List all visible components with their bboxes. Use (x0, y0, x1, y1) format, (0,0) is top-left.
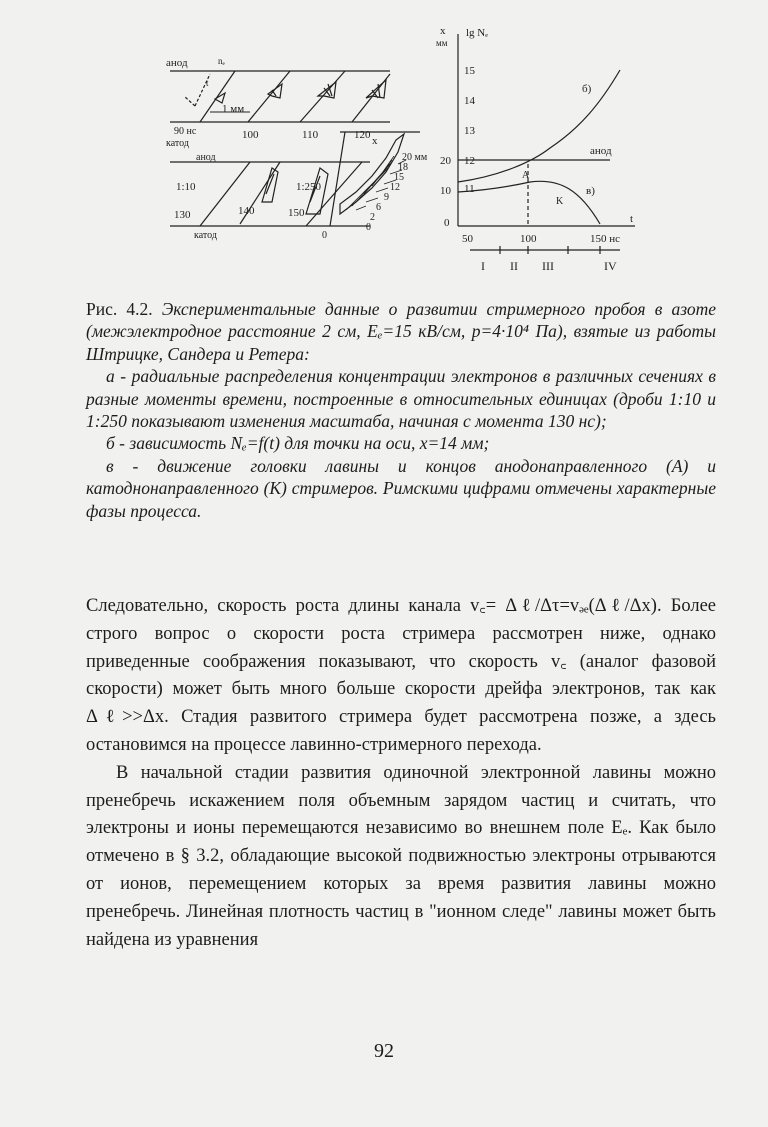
caption-item-a: а - радиальные распределения концентрации электронов в различных сечениях в разные моменты времени, построенные в относительных единицах (дроби 1:10 и 1:250 показывают изменения масштаба, начиная с момента 130 нс); (86, 366, 716, 432)
panel-b-labels (436, 25, 633, 273)
curve-label-K: K (556, 196, 564, 207)
x-tick-0b: 0 (322, 230, 327, 241)
x-tick-20mm: 20 мм (402, 152, 428, 163)
curve-c-cathode (458, 181, 600, 224)
time-label-110: 110 (302, 129, 319, 141)
streamer-profile-130 (262, 168, 278, 202)
caption-item-c: в - движение головки лавины и концов анодонаправленного (А) и катоднонаправленного (К) стримеров. Римскими цифрами отмечены характерные фазы процесса. (86, 455, 716, 521)
time-label-140: 140 (238, 205, 255, 217)
ratio-label-1-250: 1:250 (296, 181, 322, 193)
t-label: t (206, 78, 209, 88)
t-axis-label: t (630, 213, 634, 225)
lgN-tick-11: 11 (464, 183, 475, 195)
paragraph-2: В начальной стадии развития одиночной электронной лавины можно пренебречь искажением поля объемным зарядом частиц и считать, что электроны и ионы перемещаются независимо во внешнем поле Eₑ. Как было отмечено в § 3.2, обладающие высокой подвижностью электроны отрываются от ионов, перемещением которых за время развития лавины можно пренебречь. Линейная плотность частиц в "ионном следе" лавины может быть найдена из уравнения (86, 762, 716, 950)
figure-caption (86, 298, 716, 522)
phase-III: III (542, 259, 554, 273)
caption-item-b: б - зависимость Nₑ=f(t) для точки на оси, x=14 мм; (106, 433, 490, 454)
lgN-tick-12: 12 (464, 155, 475, 167)
x-tick-9: 9 (384, 192, 389, 203)
time-label-130: 130 (174, 209, 191, 221)
x-tick-6: 6 (376, 202, 381, 213)
panel-a (170, 71, 420, 226)
phase-II: II (510, 259, 518, 273)
x-tick-10: 10 (440, 185, 451, 197)
curve-label-v: в) (586, 185, 595, 197)
time-label-90: 90 нс (174, 126, 197, 137)
time-label-120: 120 (354, 129, 371, 141)
x-tick-15: 15 (394, 172, 404, 183)
lgN-tick-14: 14 (464, 95, 475, 107)
y2-label-lgNe: lg Nₑ (466, 27, 489, 39)
anode-label-top: анод (166, 57, 188, 69)
y-label-x: x (440, 25, 446, 37)
phase-IV: IV (604, 259, 617, 273)
page-number: 92 (374, 1040, 394, 1062)
x-tick-0a: 0 (366, 222, 371, 233)
avalanche-track-2 (248, 71, 290, 122)
phase-I: I (481, 259, 485, 273)
time-label-150: 150 (288, 207, 305, 219)
lgN-tick-15: 15 (464, 65, 475, 77)
curve-label-b: б) (582, 83, 592, 95)
x-tick-18: 18 (398, 162, 408, 173)
panel-b (458, 34, 635, 254)
cathode-label-top: катод (166, 138, 189, 149)
ratio-label-1-10: 1:10 (176, 181, 196, 193)
caption-label: Рис. 4.2. (86, 299, 153, 319)
cathode-label-bottom: катод (194, 230, 217, 241)
y-label-mm: мм (436, 38, 448, 48)
time-label-100: 100 (242, 129, 259, 141)
figure-svg (140, 14, 660, 284)
ne-label: nₑ (218, 56, 225, 66)
t-tick-150: 150 нс (590, 233, 621, 245)
x-axis-label-a: x (372, 135, 378, 147)
panel-a-labels (166, 56, 428, 241)
curve-label-anode: анод (590, 145, 612, 157)
t-tick-50: 50 (462, 233, 473, 245)
body-text (86, 593, 716, 954)
curve-label-A: A (522, 170, 530, 181)
avalanche-profile-3 (318, 82, 336, 98)
caption-intro (86, 298, 716, 365)
paragraph-1: Следовательно, скорость роста длины канала v꜀= Δℓ/Δτ=vₔₑ(Δℓ/Δx). Более строго вопрос о скорости роста стримера рассмотрен ниже, однако приведенные соображения показывают, что скорость v꜀ (аналог фазовой скорости) может быть много больше скорости дрейфа электронов, так как Δℓ>>Δx. Стадия развитого стримера будет рассмотрена позже, а здесь остановимся на процессе лавинно-стримерного перехода. (86, 596, 716, 755)
avalanche-profile-1 (215, 93, 225, 103)
t-tick-100: 100 (520, 233, 537, 245)
scale-label: 1 мм (222, 103, 245, 115)
x-tick-12: 12 (390, 182, 400, 193)
t-axis (184, 96, 195, 106)
anode-label-bottom: анод (196, 152, 216, 163)
curve-b-lgNe (458, 70, 620, 182)
x-tick-0: 0 (444, 217, 450, 229)
avalanche-profile-4 (366, 80, 386, 98)
lgN-tick-13: 13 (464, 125, 475, 137)
caption-text-1: Экспериментальные данные о развитии стримерного пробоя в азоте (межэлектродное расстояние 2 см, Eₑ=15 кВ/см, p=4·10⁴ Па), взятые из работы Штрицке, Сандера и Ретера: (86, 299, 717, 364)
x-tick-20: 20 (440, 155, 451, 167)
x-tick-2: 2 (370, 212, 375, 223)
figure-4-2 (140, 14, 660, 284)
